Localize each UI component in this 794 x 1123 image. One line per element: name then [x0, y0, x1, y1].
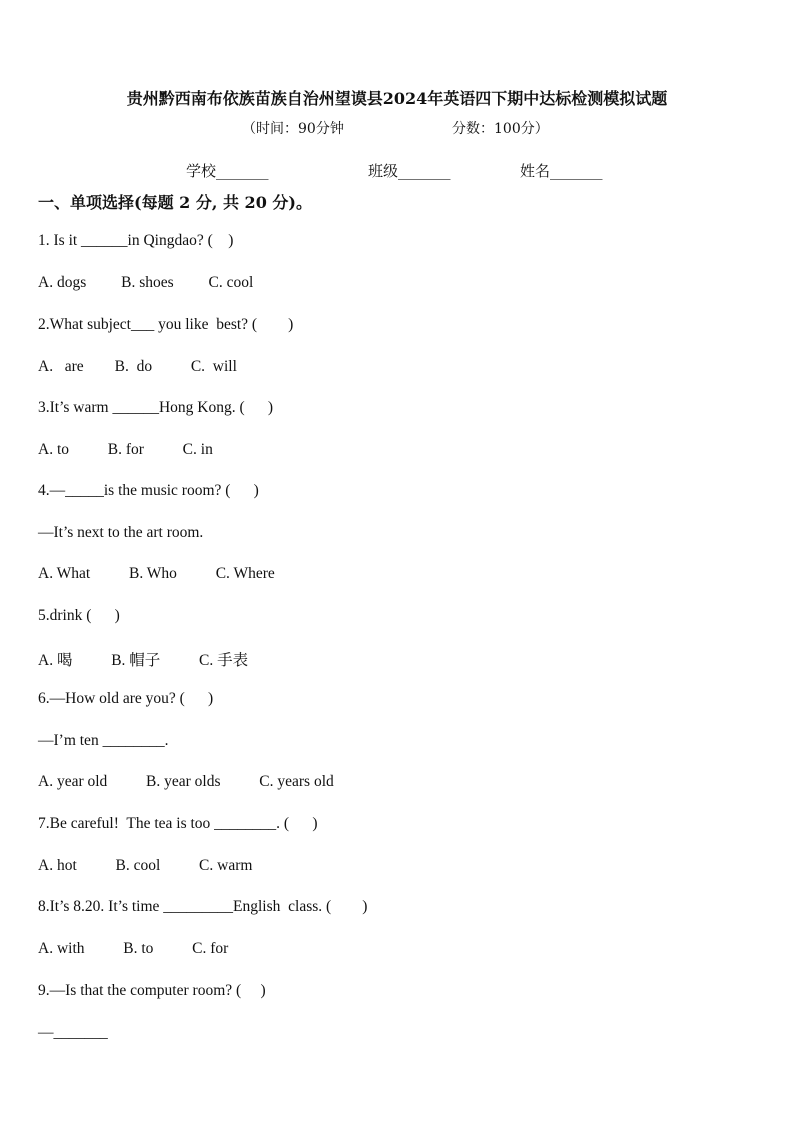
option-a: A. hot: [38, 857, 77, 874]
option-a: A. What: [38, 565, 91, 582]
options-8: [38, 940, 228, 958]
question-4: 4.—_____is the music room? ( ): [38, 482, 259, 499]
option-a: A. to: [38, 441, 69, 458]
option-c: C. 手表: [199, 652, 249, 669]
options-4: [38, 565, 275, 583]
option-a: A. with: [38, 940, 85, 957]
option-a: A. dogs: [38, 274, 87, 291]
option-c: C. in: [182, 441, 213, 458]
option-c: C. will: [190, 358, 237, 375]
exam-time: （时间：90分钟: [242, 121, 344, 137]
options-2: [38, 358, 237, 376]
option-a: A. are: [38, 358, 84, 375]
exam-title: 贵州黔西南布依族苗族自治州望谟县2024年英语四下期中达标检测模拟试题: [126, 89, 668, 108]
option-c: C. Where: [215, 565, 275, 582]
options-7: [38, 857, 252, 875]
option-c: C. cool: [208, 274, 254, 291]
question-2: 2.What subject___ you like best? ( ): [38, 316, 294, 333]
answer-line-6: —I’m ten ________.: [38, 732, 169, 749]
option-b: B. Who: [128, 565, 177, 582]
options-6: [38, 773, 334, 791]
options-5: [38, 648, 248, 670]
question-1: 1. Is it ______in Qingdao? ( ): [38, 232, 234, 249]
options-3: [38, 441, 213, 459]
name-field: 姓名_______: [520, 162, 603, 180]
option-b: B. year olds: [146, 773, 221, 790]
question-9: 9.—Is that the computer room? ( ): [38, 982, 266, 999]
school-field: 学校_______: [186, 162, 269, 180]
option-a: A. year old: [38, 773, 108, 790]
option-c: C. for: [192, 940, 229, 957]
option-a: A. 喝: [38, 652, 73, 669]
exam-score: 分数：100分）: [452, 121, 549, 137]
answer-line-4: —It’s next to the art room.: [38, 524, 204, 541]
option-b: B. 帽子: [111, 652, 161, 669]
question-6: 6.—How old are you? ( ): [38, 690, 214, 707]
question-3: 3.It’s warm ______Hong Kong. ( ): [38, 399, 274, 416]
question-7: 7.Be careful! The tea is too ________. ( ): [38, 815, 318, 832]
option-b: B. to: [123, 940, 154, 957]
option-b: B. for: [107, 441, 144, 458]
section-heading: 一、单项选择(每题 2 分, 共 20 分)。: [38, 193, 312, 212]
option-c: C. warm: [199, 857, 253, 874]
option-b: B. do: [114, 358, 153, 375]
question-8: 8.It’s 8.20. It’s time _________English class. ( ): [38, 898, 368, 915]
options-1: [38, 274, 253, 292]
class-field: 班级_______: [368, 162, 451, 180]
question-5: 5.drink ( ): [38, 607, 120, 624]
answer-line-9: —_______: [38, 1024, 108, 1041]
option-b: B. cool: [115, 857, 161, 874]
option-c: C. years old: [259, 773, 334, 790]
option-b: B. shoes: [121, 274, 174, 291]
